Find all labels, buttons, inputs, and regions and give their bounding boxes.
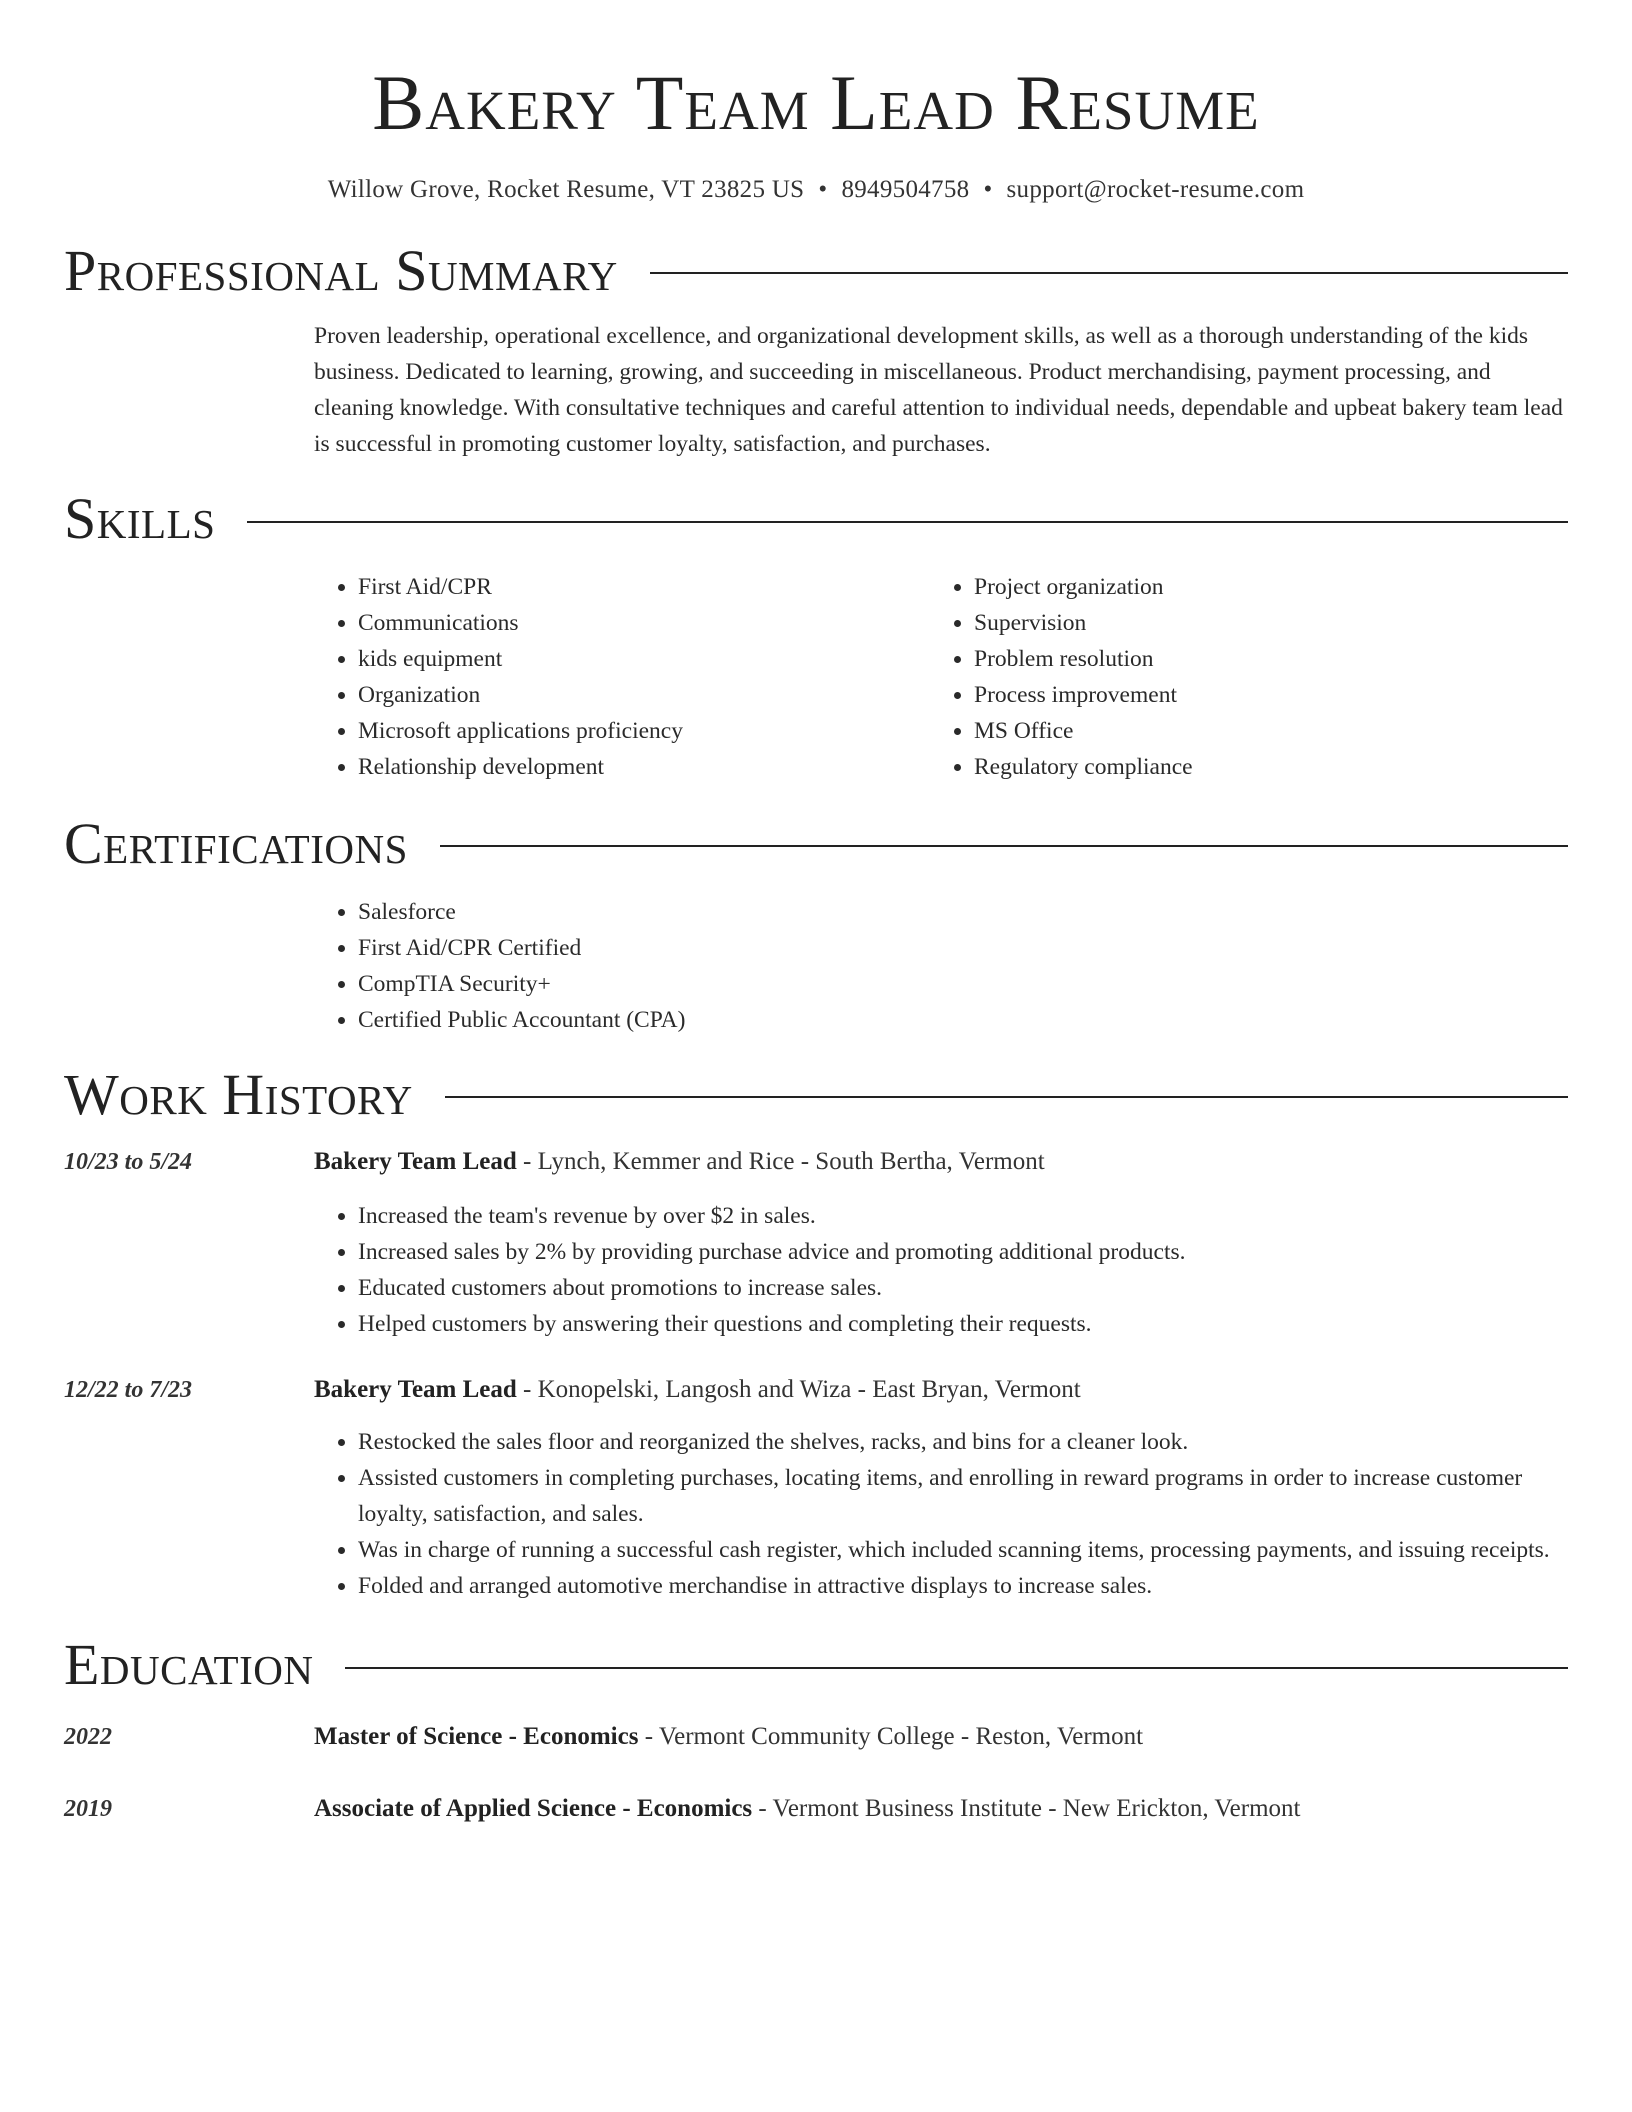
skill-item: • Communications [358, 605, 930, 641]
job-bullet: • Increased sales by 2% by providing purchase advice and promoting additional products. [358, 1234, 1568, 1270]
job-entry [64, 1372, 1568, 1604]
job-title: Bakery Team Lead [314, 1376, 517, 1404]
job-employer: - Lynch, Kemmer and Rice - South Bertha, Vermont [516, 1148, 1045, 1176]
education-school: - Vermont Business Institute - New Erickton, Vermont [752, 1795, 1301, 1823]
contact-line [64, 176, 1568, 204]
work-heading: Work History [64, 1061, 413, 1127]
skill-item: • MS Office [974, 713, 1546, 749]
job-employer: - Konopelski, Langosh and Wiza - East Bryan, Vermont [516, 1376, 1081, 1404]
job-bullet: • Increased the team's revenue by over $2 in sales. [358, 1198, 1568, 1234]
skills-list [314, 569, 1568, 785]
section-divider [345, 1667, 1568, 1669]
skill-item: • Supervision [974, 605, 1546, 641]
contact-phone: 8949504758 [841, 175, 970, 203]
education-degree: Master of Science - Economics [314, 1723, 639, 1751]
job-title-line [314, 1372, 1568, 1408]
job-bullet: • Educated customers about promotions to increase sales. [358, 1270, 1568, 1306]
certification-item: • CompTIA Security+ [358, 966, 1568, 1002]
job-bullet: • Restocked the sales floor and reorganized the shelves, racks, and bins for a cleaner look. [358, 1424, 1568, 1460]
job-title: Bakery Team Lead [314, 1148, 517, 1176]
skill-item: • Microsoft applications proficiency [358, 713, 930, 749]
job-bullets [314, 1198, 1568, 1342]
skills-column-right [930, 569, 1546, 785]
summary-heading: Professional Summary [64, 237, 618, 303]
certifications-list [314, 894, 1568, 1038]
job-dates: 10/23 to 5/24 [64, 1149, 193, 1176]
education-line [314, 1719, 1568, 1755]
skill-item: • kids equipment [358, 641, 930, 677]
education-section-header [64, 1632, 1568, 1699]
education-year: 2019 [64, 1796, 112, 1823]
education-school: - Vermont Community College - Reston, Vermont [638, 1723, 1144, 1751]
skill-item: • Organization [358, 677, 930, 713]
skill-item: • Regulatory compliance [974, 749, 1546, 785]
skills-section-header [64, 486, 1568, 553]
skill-item: • Project organization [974, 569, 1546, 605]
section-divider [440, 845, 1568, 847]
contact-separator: • [983, 175, 993, 203]
job-entry [64, 1144, 1568, 1342]
work-section-header [64, 1062, 1568, 1129]
section-divider [445, 1096, 1568, 1098]
skill-item: • Problem resolution [974, 641, 1546, 677]
job-bullet: • Assisted customers in completing purchases, locating items, and enrolling in reward programs in order to increase customer loyalty, satisfaction, and sales. [358, 1460, 1568, 1532]
contact-email: support@rocket-resume.com [1006, 175, 1305, 203]
job-title-line [314, 1144, 1568, 1180]
education-degree: Associate of Applied Science - Economics [314, 1795, 753, 1823]
contact-address: Willow Grove, Rocket Resume, VT 23825 US [327, 175, 805, 203]
certification-item: • Salesforce [358, 894, 1568, 930]
resume-page [64, 0, 1568, 1827]
job-bullet: • Helped customers by answering their questions and completing their requests. [358, 1306, 1568, 1342]
section-divider [247, 521, 1568, 523]
summary-text: Proven leadership, operational excellence, and organizational development skills, as well as a thorough understanding of the kids business. Dedicated to learning, growing, and succeeding in miscellaneous. Product merchandising, payment processing, and cleaning knowledge. With consultative techniques and careful attention to individual needs, dependable and upbeat bakery team lead is successful in promoting customer loyalty, satisfaction, and purchases. [314, 323, 1563, 458]
certification-item: • Certified Public Accountant (CPA) [358, 1002, 1568, 1038]
education-heading: Education [64, 1632, 314, 1698]
job-bullet: • Was in charge of running a successful cash register, which included scanning items, processing payments, and issuing receipts. [358, 1532, 1568, 1568]
summary-section-header [64, 238, 1568, 305]
skills-column-left [314, 569, 930, 785]
job-dates: 12/22 to 7/23 [64, 1377, 193, 1404]
education-entry [64, 1791, 1568, 1827]
education-year: 2022 [64, 1724, 112, 1751]
skill-item: • First Aid/CPR [358, 569, 930, 605]
education-entry [64, 1719, 1568, 1755]
job-bullets [314, 1424, 1568, 1604]
education-line [314, 1791, 1568, 1827]
job-bullet: • Folded and arranged automotive merchandise in attractive displays to increase sales. [358, 1568, 1568, 1604]
skill-item: • Relationship development [358, 749, 930, 785]
certification-item: • First Aid/CPR Certified [358, 930, 1568, 966]
skill-item: • Process improvement [974, 677, 1546, 713]
section-divider [650, 272, 1568, 274]
resume-title: Bakery Team Lead Resume [372, 59, 1260, 146]
certifications-section-header [64, 811, 1568, 878]
certifications-heading: Certifications [64, 810, 408, 876]
skills-heading: Skills [64, 486, 216, 552]
contact-separator: • [818, 175, 828, 203]
